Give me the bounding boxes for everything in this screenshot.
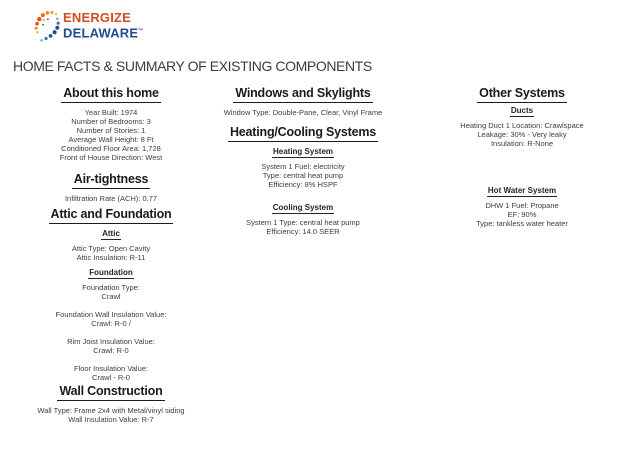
fact-window-type: Window Type: Double-Pane, Clear, Vinyl Frame xyxy=(223,108,383,117)
fact-attic-type: Attic Type: Open Cavity xyxy=(71,244,151,253)
subsection-heading-attic: Attic xyxy=(102,229,120,238)
subsection-heading-hot-water-system: Hot Water System xyxy=(487,186,557,195)
fact-foundation-type-label: Foundation Type: xyxy=(82,283,140,292)
fact-rim-joist-insulation-label: Rim Joist Insulation Value: xyxy=(67,337,155,346)
fact-rim-joist-insulation-value: Crawl: R-0 xyxy=(93,346,129,355)
trademark-symbol: ™ xyxy=(138,28,144,34)
fact-foundation-wall-insulation-value: Crawl: R-0 / xyxy=(91,319,131,328)
fact-duct-location: Heating Duct 1 Location: Crawlspace xyxy=(460,121,584,130)
fact-heating-efficiency: Efficiency: 8% HSPF xyxy=(268,180,338,189)
dot-swirl-icon xyxy=(33,7,60,44)
fact-duct-leakage: Leakage: 30% - Very leaky xyxy=(477,130,567,139)
energize-delaware-logo xyxy=(33,7,143,44)
fact-duct-insulation: Insulation: R-None xyxy=(490,139,554,148)
subsection-heading-ducts: Ducts xyxy=(510,106,534,115)
fact-year-built: Year Built: 1974 xyxy=(84,108,138,117)
section-heading-windows-and-skylights: Windows and Skylights xyxy=(203,86,403,103)
fact-heating-fuel: System 1 Fuel: electricity xyxy=(261,162,345,171)
fact-foundation-type-value: Crawl xyxy=(101,292,121,301)
fact-group-foundation-wall-insulation xyxy=(11,310,211,328)
section-heading-wall-construction: Wall Construction xyxy=(11,384,211,401)
column-home-facts xyxy=(11,86,211,424)
fact-wall-type: Wall Type: Frame 2x4 with Metal/vinyl siding xyxy=(37,406,185,415)
page-title: HOME FACTS & SUMMARY OF EXISTING COMPONENTS xyxy=(13,58,372,74)
column-other-systems xyxy=(422,86,622,228)
fact-dhw-type: Type: tankless water heater xyxy=(476,219,568,228)
fact-heating-type: Type: central heat pump xyxy=(262,171,344,180)
fact-group-rim-joist-insulation xyxy=(11,337,211,355)
subsection-heading-foundation: Foundation xyxy=(89,268,133,277)
logo-brand-delaware: DELAWARE™ xyxy=(63,25,144,41)
fact-group-floor-insulation xyxy=(11,364,211,382)
fact-bedrooms: Number of Bedrooms: 3 xyxy=(71,117,151,126)
fact-stories: Number of Stories: 1 xyxy=(76,126,146,135)
fact-wall-height: Average Wall Height: 8 Ft xyxy=(68,135,154,144)
fact-cooling-type: System 1 Type: central heat pump xyxy=(246,218,360,227)
section-heading-heating-cooling-systems: Heating/Cooling Systems xyxy=(203,125,403,142)
subsection-heading-cooling-system: Cooling System xyxy=(272,203,334,212)
section-heading-other-systems: Other Systems xyxy=(422,86,622,103)
column-systems xyxy=(203,86,403,236)
fact-group-foundation-type xyxy=(11,283,211,301)
logo-wordmark xyxy=(63,7,143,40)
logo-brand-energize: ENERGIZE xyxy=(63,10,132,25)
fact-attic-insulation: Attic Insulation: R-11 xyxy=(76,253,146,262)
fact-dhw-fuel: DHW 1 Fuel: Propane xyxy=(485,201,559,210)
fact-floor-insulation-label: Floor Insulation Value: xyxy=(73,364,149,373)
fact-wall-insulation: Wall Insulation Value: R-7 xyxy=(68,415,154,424)
fact-foundation-wall-insulation-label: Foundation Wall Insulation Value: xyxy=(55,310,167,319)
fact-floor-area: Conditioned Floor Area: 1,728 xyxy=(61,144,161,153)
subsection-heading-heating-system: Heating System xyxy=(272,147,334,156)
fact-infiltration-rate: Infiltration Rate (ACH): 0.77 xyxy=(64,194,158,203)
fact-dhw-ef: EF: 90% xyxy=(507,210,537,219)
fact-house-direction: Front of House Direction: West xyxy=(59,153,163,162)
fact-cooling-efficiency: Efficiency: 14.0 SEER xyxy=(266,227,340,236)
section-heading-attic-and-foundation: Attic and Foundation xyxy=(11,207,211,224)
section-heading-about-this-home: About this home xyxy=(11,86,211,103)
fact-floor-insulation-value: Crawl - R-0 xyxy=(92,373,130,382)
section-heading-air-tightness: Air-tightness xyxy=(11,172,211,189)
